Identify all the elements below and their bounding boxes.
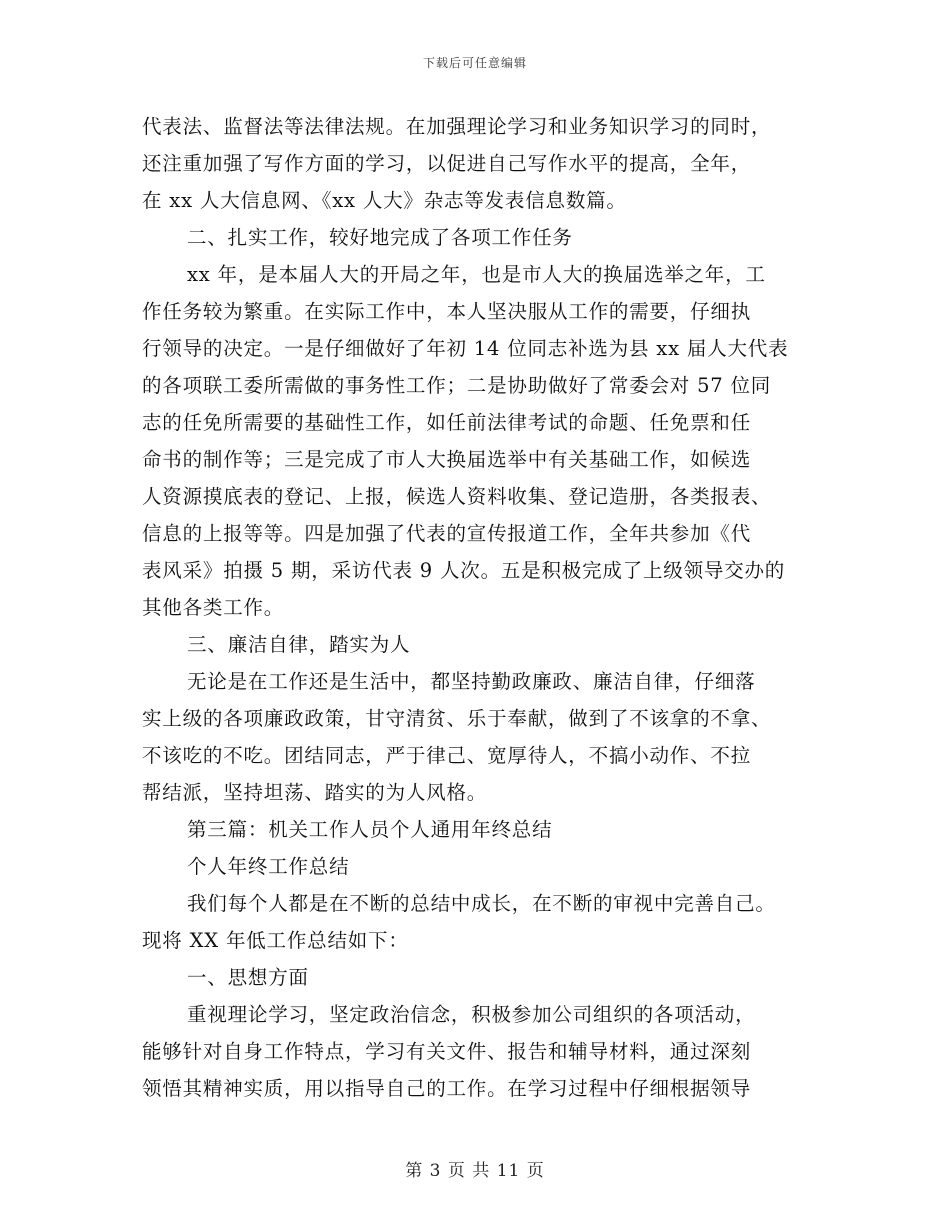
section-heading: 二、扎实工作，较好地完成了各项工作任务 (187, 226, 573, 249)
paragraph-start: 无论是在工作还是生活中，都坚持勤政廉政、廉洁自律，仔细落 (187, 670, 756, 693)
body-line: 实上级的各项廉政政策，甘守清贫、乐于奉献，做到了不该拿的不拿、 (142, 707, 772, 730)
body-line: 信息的上报等等。四是加强了代表的宣传报道工作，全年共参加《代 (142, 522, 752, 545)
body-line: 人资源摸底表的登记、上报，候选人资料收集、登记造册，各类报表、 (142, 485, 772, 508)
paragraph-start: 重视理论学习，坚定政治信念，积极参加公司组织的各项活动， (187, 1003, 756, 1026)
body-line: 行领导的决定。一是仔细做好了年初 14 位同志补选为县 xx 届人大代表 (142, 337, 789, 360)
body-line: 的各项联工委所需做的事务性工作；二是协助做好了常委会对 57 位同 (142, 374, 772, 397)
paragraph-start: 我们每个人都是在不断的总结中成长，在不断的审视中完善自己。 (187, 892, 776, 915)
body-line: 领悟其精神实质，用以指导自己的工作。在学习过程中仔细根据领导 (142, 1077, 752, 1100)
body-line: 代表法、监督法等法律法规。在加强理论学习和业务知识学习的同时， (142, 115, 772, 138)
page-header: 下载后可任意编辑 (422, 56, 527, 70)
body-line: 现将 XX 年低工作总结如下： (142, 929, 409, 952)
chapter-title: 第三篇：机关工作人员个人通用年终总结 (187, 818, 553, 841)
page-number-footer: 第 3 页 共 11 页 (405, 1161, 545, 1181)
section-heading: 三、廉洁自律，踏实为人 (187, 633, 411, 656)
body-line: 作任务较为繁重。在实际工作中，本人坚决服从工作的需要，仔细执 (142, 300, 752, 323)
body-line: 其他各类工作。 (142, 596, 285, 619)
body-line: 表风采》拍摄 5 期，采访代表 9 人次。五是积极完成了上级领导交办的 (142, 559, 786, 582)
body-line: 能够针对自身工作特点，学习有关文件、报告和辅导材料，通过深刻 (142, 1040, 752, 1063)
body-line: 还注重加强了写作方面的学习，以促进自己写作水平的提高，全年， (142, 152, 752, 175)
body-line: 志的任免所需要的基础性工作，如任前法律考试的命题、任免票和任 (142, 411, 752, 434)
body-line: 不该吃的不吃。团结同志，严于律己、宽厚待人，不搞小动作、不拉 (142, 744, 752, 767)
document-subtitle: 个人年终工作总结 (187, 855, 350, 878)
paragraph-start: xx 年，是本届人大的开局之年，也是市人大的换届选举之年，工 (187, 263, 766, 286)
document-body (142, 108, 812, 1107)
body-line: 帮结派，坚持坦荡、踏实的为人风格。 (142, 781, 488, 804)
section-heading: 一、思想方面 (187, 966, 309, 989)
body-line: 在 xx 人大信息网、《xx 人大》杂志等发表信息数篇。 (142, 189, 627, 212)
body-line: 命书的制作等；三是完成了市人大换届选举中有关基础工作，如候选 (142, 448, 752, 471)
